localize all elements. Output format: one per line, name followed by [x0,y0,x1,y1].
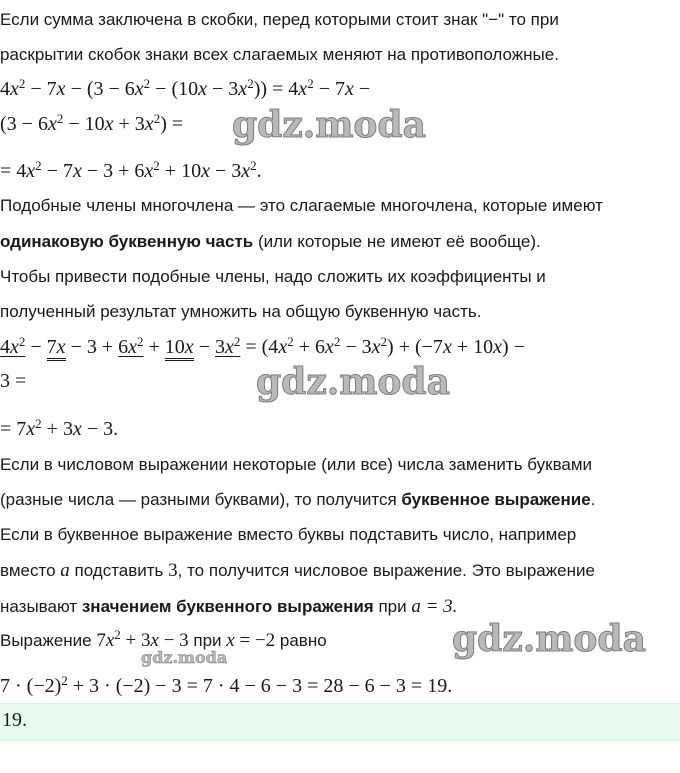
expansion-line-3: = $4x^2 - 7x - 3 + 6x^2 + 10x - 3x^2$. [0,157,262,182]
like-terms-rest: (или которые не имеют её вообще). [253,232,541,251]
substitution-text-b: подставить [69,561,169,580]
grouping-line-2: 3 = [0,370,27,392]
letter-expression-line-1: Если в числовом выражении некоторые (или все) числа заменить буквами [0,455,593,474]
grouping-line-1: $4x^2 - 7x - 3 + 6x^2 + 10x - 3x^2 = (4x^2 + 6x^2 - 3x^2) + (-7x + 10x)$ − [0,334,525,360]
rule-brackets-line-2: раскрытии скобок знаки всех слагаемых меняют на противоположные. [0,45,559,64]
value-of-expression-bold: значением буквенного выражения [81,597,374,616]
answer-value: 19. [2,709,27,731]
substitution-line-2 [0,558,595,584]
letter-expression-end: . [590,490,596,509]
letter-expression-start: (разные числа — разными буквами), то получится [0,490,402,509]
expansion-line-2: $(3 - 6x^2 - 10x + 3x^2)$ = [0,110,184,135]
rule-brackets-line-1: Если сумма заключена в скобки, перед которыми стоит знак "−" то при [0,10,559,29]
evaluation-label-a: Выражение [0,631,97,650]
number-3: 3 [168,560,178,581]
letter-expression-line-2 [0,488,595,512]
like-terms-rule-line-2: полученный результат умножить на общую буквенную часть. [0,302,482,321]
variable-a: a [60,560,70,581]
a-equals-3: a = 3. [411,596,458,617]
expansion-line-1: $4x^2 - 7x - (3 - 6x^2 - (10x - 3x^2)) = 4x^2 - 7x$ − [0,75,371,100]
evaluation-label: Выражение $7x^2 + 3x - 3$ при x = −2 равно [0,626,327,651]
grouping-line-3: = $7x^2 + 3x - 3$. [0,415,119,440]
answer-bar [0,703,680,741]
letter-expression-bold: буквенное выражение [401,490,591,509]
watermark-3: gdz.moda [141,648,228,667]
watermark-4: gdz.moda [452,618,646,660]
substitution-text-a: вместо [0,561,61,580]
substitution-line3-b: при [373,597,412,616]
watermark-1: gdz.moda [232,104,426,146]
substitution-line3-a: называют [0,597,82,616]
like-terms-bold: одинаковую буквенную часть [0,232,254,251]
like-terms-definition-line-1: Подобные члены многочлена — это слагаемые многочлена, которые имеют [0,196,603,215]
watermark-2: gdz.moda [256,361,450,403]
evaluation-computation: $7 \cdot (-2)^2 + 3 \cdot (-2) - 3 = 7 \cdot 4 - 6 - 3 = 28 - 6 - 3 = 19$. [0,672,453,697]
evaluation-label-b: при [188,631,227,650]
like-terms-rule-line-1: Чтобы привести подобные члены, надо сложить их коэффициенты и [0,267,546,286]
like-terms-definition-line-2 [0,230,541,254]
evaluation-label-c: равно [275,631,327,650]
substitution-text-c: , то получится числовое выражение. Это выражение [177,561,595,580]
substitution-line-1: Если в буквенное выражение вместо буквы подставить число, например [0,525,577,544]
substitution-line-3 [0,594,457,620]
